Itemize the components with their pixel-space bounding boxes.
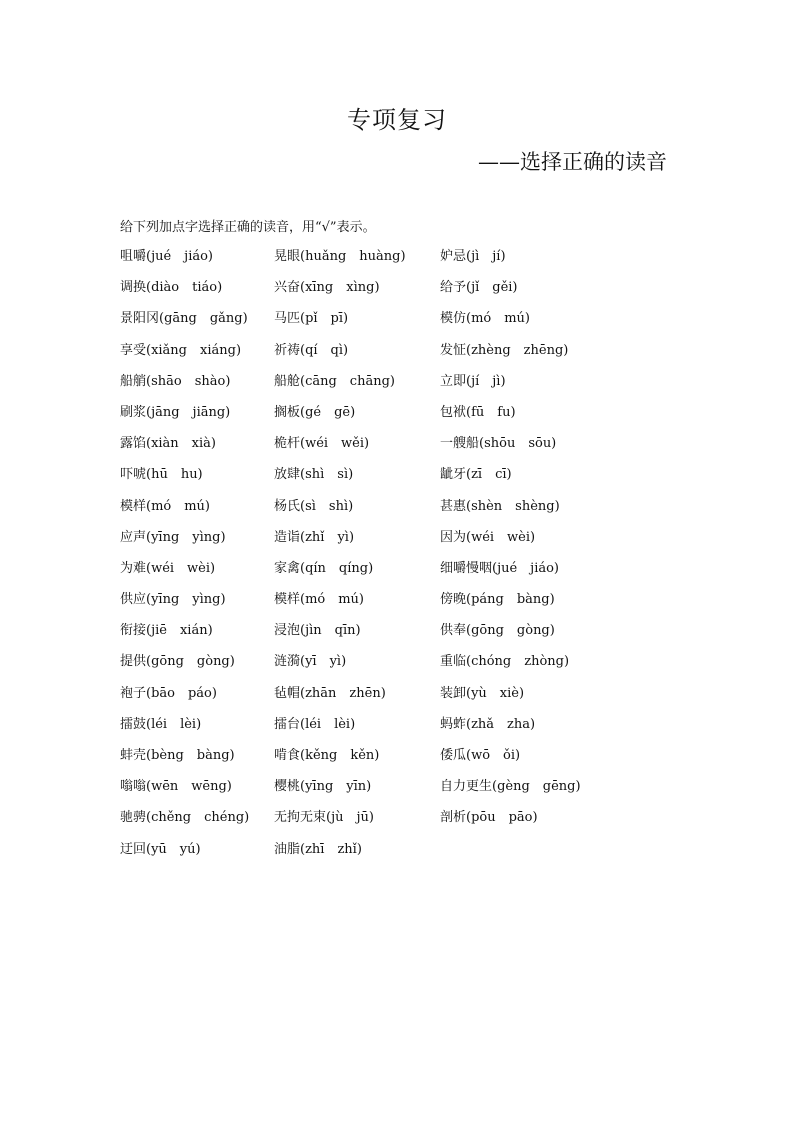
exercise-item: 一艘船(shōu sōu) (440, 436, 557, 452)
exercise-grid (120, 247, 680, 871)
exercise-row (120, 341, 680, 372)
exercise-item: 因为(wéi wèi) (440, 529, 536, 545)
exercise-row (120, 247, 680, 278)
page-title: 专项复习 (347, 106, 447, 134)
exercise-row (120, 808, 680, 839)
exercise-row (120, 746, 680, 777)
exercise-row (120, 684, 680, 715)
exercise-row (120, 559, 680, 590)
exercise-item: 浸泡(jìn qīn) (274, 623, 361, 639)
exercise-item: 船艄(shāo shào) (120, 373, 231, 389)
exercise-item: 造诣(zhǐ yì) (274, 529, 355, 545)
exercise-item: 细嚼慢咽(jué jiáo) (440, 560, 560, 576)
exercise-item: 啃食(kěng kěn) (274, 748, 380, 763)
exercise-item: 重临(chóng zhòng) (440, 654, 570, 670)
exercise-row (120, 434, 680, 465)
exercise-item: 倭瓜(wō ǒi) (440, 748, 521, 763)
exercise-row (120, 309, 680, 340)
exercise-item: 甚惠(shèn shèng) (440, 498, 560, 514)
exercise-item: 毡帽(zhān zhēn) (274, 685, 386, 701)
exercise-item: 桅杆(wéi wěi) (274, 436, 370, 452)
exercise-row (120, 403, 680, 434)
exercise-item: 刷浆(jāng jiāng) (120, 404, 231, 420)
exercise-item: 擂台(léi lèi) (274, 716, 356, 732)
exercise-item: 兴奋(xīng xìng) (274, 280, 380, 296)
exercise-item: 搁板(gé gē) (274, 404, 356, 420)
exercise-item: 剖析(pōu pāo) (440, 810, 538, 826)
exercise-item: 樱桃(yīng yīn) (274, 779, 372, 795)
exercise-item: 无拘无束(jù jū) (274, 810, 374, 826)
exercise-item: 龇牙(zī cī) (440, 467, 512, 483)
exercise-row (120, 590, 680, 621)
exercise-item: 船舱(cāng chāng) (274, 373, 395, 389)
exercise-row (120, 528, 680, 559)
exercise-row (120, 652, 680, 683)
exercise-item: 驰骋(chěng chéng) (120, 810, 250, 826)
exercise-item: 享受(xiǎng xiáng) (120, 342, 242, 358)
exercise-item: 模样(mó mú) (120, 498, 210, 514)
exercise-item: 杨氏(sì shì) (274, 498, 354, 514)
exercise-row (120, 621, 680, 652)
exercise-item: 为难(wéi wèi) (120, 560, 216, 576)
exercise-item: 包袱(fū fu) (440, 404, 516, 420)
exercise-item: 装卸(yù xiè) (440, 685, 525, 701)
exercise-row (120, 840, 680, 871)
exercise-item: 调换(diào tiáo) (120, 280, 223, 296)
exercise-item: 嗡嗡(wēn wēng) (120, 779, 232, 795)
exercise-item: 马匹(pǐ pī) (274, 311, 349, 327)
exercise-row (120, 497, 680, 528)
exercise-row (120, 278, 680, 309)
exercise-item: 蚌壳(bèng bàng) (120, 748, 235, 763)
exercise-item: 咀嚼(jué jiáo) (120, 249, 214, 264)
exercise-row (120, 465, 680, 496)
exercise-item: 袍子(bāo páo) (120, 685, 217, 701)
exercise-item: 景阳冈(gāng gǎng) (120, 311, 248, 327)
exercise-item: 发怔(zhèng zhēng) (440, 342, 569, 358)
exercise-item: 应声(yīng yìng) (120, 529, 226, 545)
exercise-item: 涟漪(yī yì) (274, 654, 347, 670)
exercise-item: 傍晚(páng bàng) (440, 592, 555, 608)
exercise-item: 衔接(jiē xián) (120, 623, 213, 639)
exercise-item: 蚂蚱(zhǎ zha) (440, 716, 536, 732)
exercise-item: 自力更生(gèng gēng) (440, 779, 581, 795)
exercise-item: 吓唬(hū hu) (120, 467, 203, 483)
exercise-item: 给予(jǐ gěi) (440, 280, 518, 296)
exercise-item: 迂回(yū yú) (120, 841, 201, 857)
exercise-item: 供奉(gōng gòng) (440, 623, 555, 639)
exercise-item: 家禽(qín qíng) (274, 560, 374, 576)
exercise-item: 模仿(mó mú) (440, 311, 530, 327)
instruction-text: 给下列加点字选择正确的读音，用“√”表示。 (120, 220, 376, 235)
exercise-item: 模样(mó mú) (274, 592, 364, 608)
page-subtitle: ——选择正确的读音 (478, 150, 667, 174)
exercise-item: 晃眼(huǎng huàng) (274, 249, 406, 264)
exercise-item: 露馅(xiàn xià) (120, 436, 216, 452)
exercise-row (120, 777, 680, 808)
exercise-item: 妒忌(jì jí) (440, 249, 506, 264)
exercise-row (120, 372, 680, 403)
exercise-item: 供应(yīng yìng) (120, 592, 226, 608)
exercise-item: 提供(gōng gòng) (120, 654, 235, 670)
exercise-item: 立即(jí jì) (440, 373, 506, 389)
exercise-row (120, 715, 680, 746)
exercise-item: 祈祷(qí qì) (274, 342, 349, 358)
exercise-item: 擂鼓(léi lèi) (120, 716, 202, 732)
exercise-item: 放肆(shì sì) (274, 467, 354, 483)
exercise-item: 油脂(zhī zhǐ) (274, 841, 362, 857)
